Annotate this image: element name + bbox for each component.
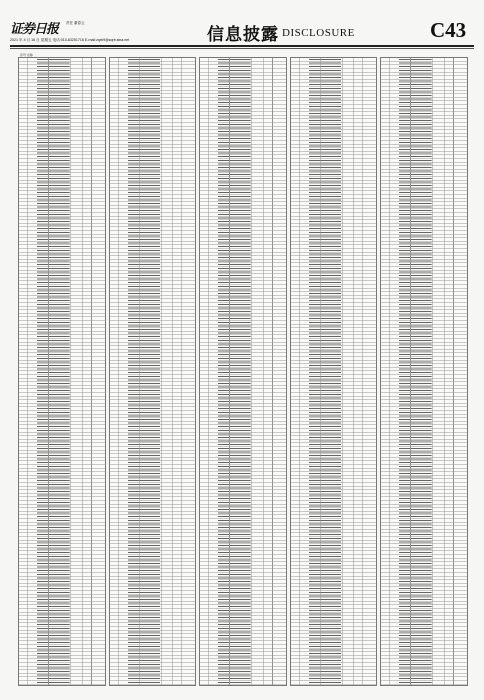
- dense-table-grid: [109, 57, 197, 686]
- table-column-5: [380, 53, 468, 686]
- dense-table-grid: [18, 57, 106, 686]
- page-number: C43: [430, 18, 467, 42]
- disclosure-table-area: [18, 53, 468, 686]
- dense-table-grid: [199, 57, 287, 686]
- paper-name-logo: 证券日报: [10, 22, 59, 37]
- masthead-rule-thin: [10, 48, 474, 49]
- table-column-4: [290, 53, 378, 686]
- column-header: 序号 名称: [20, 53, 33, 57]
- section-title: 信息披露: [207, 25, 279, 45]
- date-line: 2021 年 4 月 16 日 星期五 电话:010-83251716 E-mail:zqrb9@zqrb.sina.net: [10, 38, 130, 42]
- editor-line: 责任 董春云: [66, 21, 85, 25]
- table-column-1: [18, 53, 106, 686]
- table-column-3: [199, 53, 287, 686]
- table-column-2: [109, 53, 197, 686]
- masthead-rule-heavy: [10, 45, 474, 47]
- dense-table-grid: [290, 57, 378, 686]
- masthead: [0, 0, 484, 48]
- dense-table-grid: [380, 57, 468, 686]
- section-title-en: DISCLOSURE: [282, 27, 355, 39]
